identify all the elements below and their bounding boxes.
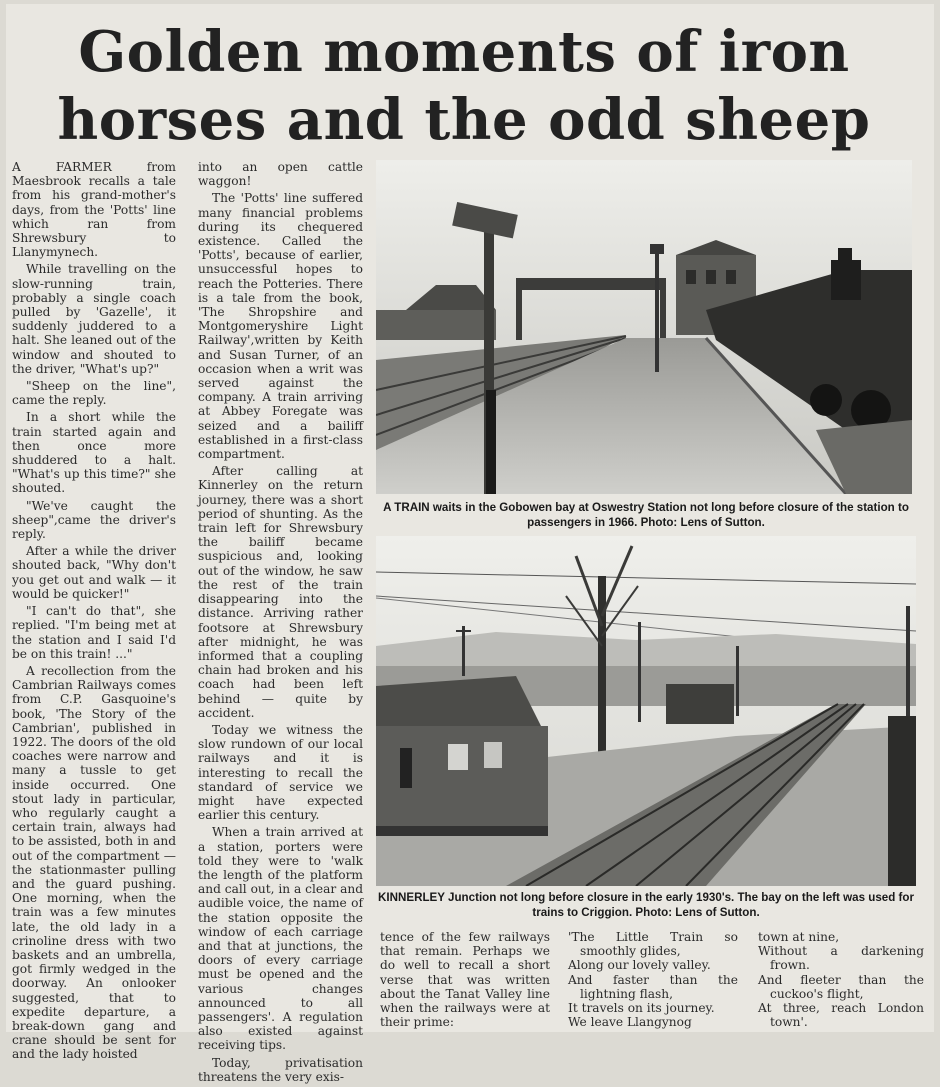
paragraph: "We've caught the sheep",came the driver's reply. xyxy=(12,498,176,542)
article-column-3 xyxy=(380,930,550,1029)
paragraph: A recollection from the Cambrian Railways comes from C.P. Gasquoine's book, 'The Story of the Cambrian', published in 1922. The doors of the old coaches were narrow and many a tussle to get inside occurred. One stout lady in particular, who regularly caught a certain train, always had to be assisted, both in and out of the compartment — the stationmaster pulling and the guard pushing. One morning, when the train was a few minutes late, the old lady in a crinoline dress with two baskets and an umbrella, got firmly wedged in the doorway. An onlooker suggested, that to expedite departure, a break-down gang and crane should be sent for and the lady hoisted xyxy=(12,663,176,1062)
paragraph: A FARMER from Maesbrook recalls a tale from his grand-mother's days, from the 'Potts' line which ran from Shrewsbury to Llanymynech. xyxy=(12,160,176,260)
photo-caption-1: A TRAIN waits in the Gobowen bay at Oswestry Station not long before closure of the station to passengers in 1966. Photo: Lens of Sutton. xyxy=(383,501,909,529)
paragraph: Today we witness the slow rundown of our local railways and it is interesting to recall the standard of service we might have expected earlier this century. xyxy=(198,722,363,823)
paragraph: In a short while the train started again and then once more shuddered to a halt. "What's up this time?" she shouted. xyxy=(12,410,176,496)
paragraph: "Sheep on the line", came the reply. xyxy=(12,379,176,408)
poem-line: Without a darkening frown. xyxy=(758,944,924,973)
poem-column-2 xyxy=(758,930,924,1029)
poem-line: town at nine, xyxy=(758,930,840,944)
paragraph: While travelling on the slow-running train, probably a single coach pulled by 'Gazelle', it suddenly juddered to a halt. She leaned out of the window and shouted to the driver, "What's up?" xyxy=(12,262,176,376)
poem-column-1 xyxy=(568,930,738,1029)
photo-oswestry-station xyxy=(376,160,912,494)
paragraph: When a train arrived at a station, porters were told they were to 'walk the length of the platform and call out, in a clear and audible voice, the name of the station opposite the window of each carriage and that at junctions, the doors of every carriage must be opened and the various changes announced to all passengers'. A regulation also existed against receiving tips. xyxy=(198,825,363,1053)
poem-line: 'The Little Train so smoothly glides, xyxy=(568,930,738,959)
poem-line: And faster than the lightning flash, xyxy=(568,972,738,1001)
photo-kinnerley-junction xyxy=(376,536,916,886)
article-column-2 xyxy=(198,160,363,1087)
paragraph: tence of the few railways that remain. Perhaps we do well to recall a short verse that was written about the Tanat Valley line when the railways were at their prime: xyxy=(380,930,550,1030)
photo-caption-2: KINNERLEY Junction not long before closure in the early 1930's. The bay on the left was used for trains to Criggion. Photo: Lens of Sutton. xyxy=(378,891,914,919)
paragraph: "I can't do that", she replied. "I'm being met at the station and I said I'd be on this train! ..." xyxy=(12,604,176,661)
poem-line: At three, reach London town'. xyxy=(758,1001,924,1030)
poem-line: And fleeter than the cuckoo's flight, xyxy=(758,972,924,1001)
paragraph: After a while the driver shouted back, "Why don't you get out and walk — it would be quicker!" xyxy=(12,544,176,601)
article-column-1 xyxy=(12,160,176,1065)
paragraph: into an open cattle waggon! xyxy=(198,160,363,189)
poem-line: Along our lovely valley. xyxy=(568,958,711,973)
poem-line: It travels on its journey. xyxy=(568,1001,715,1016)
headline: Golden moments of iron horses and the odd sheep xyxy=(57,19,871,153)
paragraph: The 'Potts' line suffered many financial problems during its chequered existence. Called the 'Potts', because of earlier, unsuccessful hopes to reach the Potteries. There is a tale from the book, 'The Shropshire and Montgomeryshire Light Railway',written by Keith and Susan Turner, of an occasion when a writ was served against the company. A train arriving at Abbey Foregate was seized and a bailiff established in a first-class compartment. xyxy=(198,191,363,462)
poem-line: We leave Llangynog xyxy=(568,1015,692,1030)
paragraph: After calling at Kinnerley on the return journey, there was a short period of shunting. As the train left for Shrewsbury the bailiff became suspicious and, looking out of the window, he saw the rest of the train disappearing into the distance. Arriving rather footsore at Shrewsbury after midnight, he was informed that a coupling chain had broken and his coach had been left behind — quite by accident. xyxy=(198,464,363,720)
paragraph: Today, privatisation threatens the very exis- xyxy=(198,1055,363,1084)
